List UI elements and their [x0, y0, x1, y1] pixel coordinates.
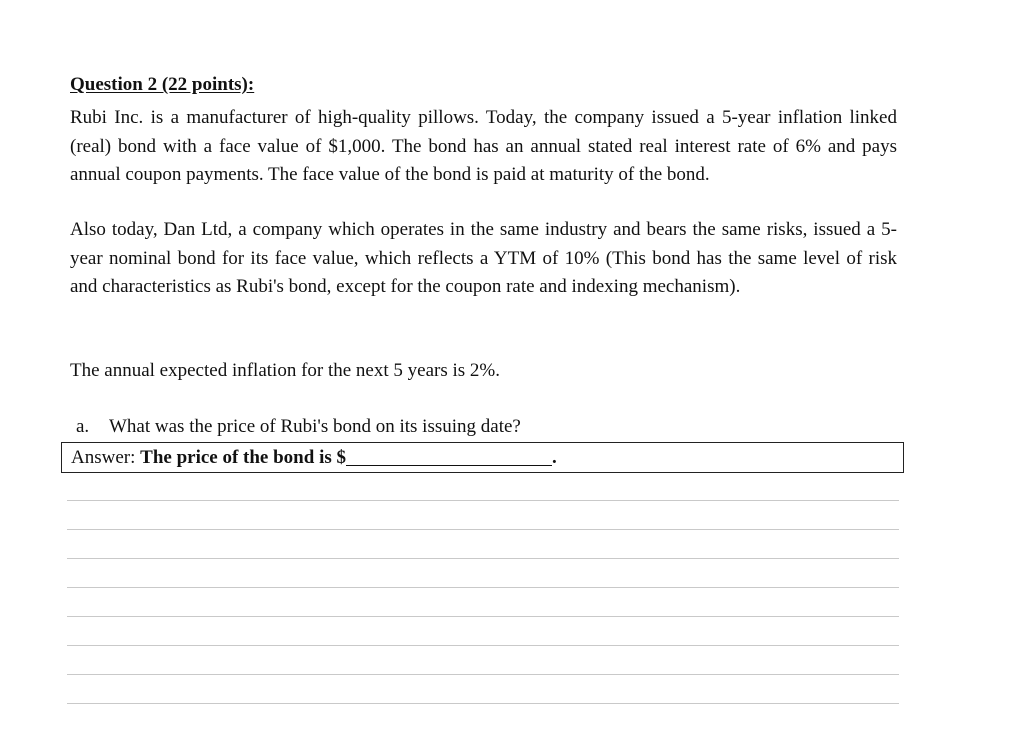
- part-a-letter: a.: [76, 416, 90, 437]
- answer-statement: The price of the bond is $: [140, 447, 346, 468]
- answer-line: [71, 444, 557, 472]
- writing-line: [67, 587, 899, 588]
- question-paragraph-2: Also today, Dan Ltd, a company which operates in the same industry and bears the same risks, issued a 5-year nominal bond for its face value, which reflects a YTM of 10% (This bond has the same level of risk and characteristics as Rubi's bond, except for the coupon rate and indexing mechanism).: [70, 219, 897, 297]
- writing-line: [67, 558, 899, 559]
- answer-writing-lines: [67, 500, 899, 732]
- answer-blank-field[interactable]: [346, 447, 552, 466]
- question-part-a: [76, 413, 521, 441]
- writing-line: [67, 674, 899, 675]
- writing-line: [67, 500, 899, 501]
- writing-line: [67, 616, 899, 617]
- answer-label: Answer:: [71, 447, 136, 468]
- part-a-text: What was the price of Rubi's bond on its issuing date?: [109, 416, 521, 437]
- writing-line: [67, 645, 899, 646]
- question-paragraph-1: Rubi Inc. is a manufacturer of high-quality pillows. Today, the company issued a 5-year inflation linked (real) bond with a face value of $1,000. The bond has an annual stated real interest rate of 6% and pays annual coupon payments. The face value of the bond is paid at maturity of the bond.: [70, 107, 897, 185]
- question-paragraph-3: The annual expected inflation for the next 5 years is 2%.: [70, 360, 500, 381]
- question-heading: Question 2 (22 points):: [70, 74, 255, 95]
- writing-line: [67, 703, 899, 704]
- writing-line: [67, 529, 899, 530]
- answer-box: [61, 442, 904, 473]
- answer-terminator: .: [552, 447, 557, 468]
